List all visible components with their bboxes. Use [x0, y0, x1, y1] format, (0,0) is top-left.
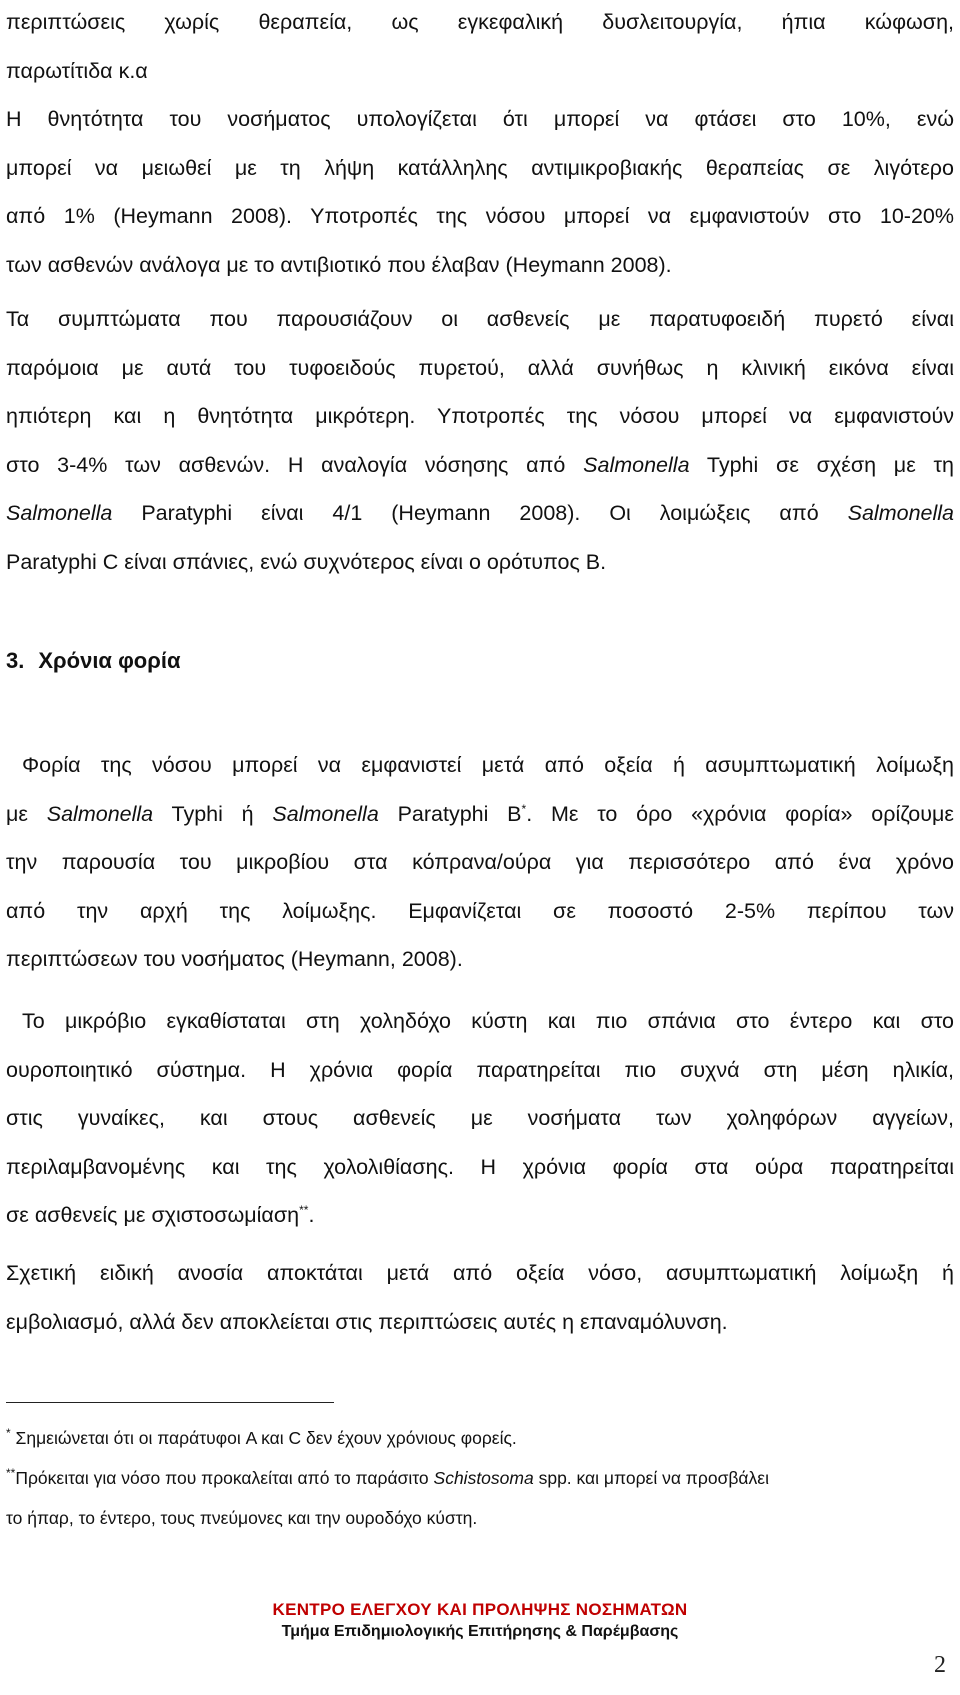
paragraph-immunity	[6, 1249, 954, 1346]
paragraph-prognosis	[6, 0, 954, 290]
species-name: Salmonella	[46, 801, 154, 826]
footnote-2-continuation: το ήπαρ, το έντερο, τους πνεύμονες και την ουροδόχο κύστη.	[6, 1508, 478, 1528]
text-line: Paratyphi C είναι σπάνιες, ενώ συχνότερος είναι ο ορότυπος Β.	[6, 549, 607, 574]
footnote-mark: *	[6, 1426, 11, 1441]
text-line: σε ασθενείς με σχιστοσωμίαση**.	[6, 1203, 315, 1228]
text-line: από την αρχή της λοίμωξης. Εμφανίζεται σε ποσοστό 2-5% περίπου των	[6, 898, 954, 923]
text-line: Salmonella Paratyphi είναι 4/1 (Heymann 2008). Οι λοιμώξεις από Salmonella	[6, 501, 954, 526]
species-name: Salmonella	[847, 501, 954, 526]
species-name: Salmonella	[272, 801, 379, 826]
text-line: παρόμοια με αυτά του τυφοειδούς πυρετού, αλλά συνήθως η κλινική εικόνα είναι	[6, 355, 954, 380]
text-line: Σχετική ειδική ανοσία αποκτάται μετά από οξεία νόσο, ασυμπτωματική λοίμωξη ή	[6, 1261, 954, 1285]
text-line: εμβολιασμό, αλλά δεν αποκλείεται στις περιπτώσεις αυτές η επαναμόλυνση.	[6, 1309, 728, 1334]
footnotes	[6, 1418, 954, 1538]
text-line: παρωτίτιδα κ.α	[6, 58, 148, 83]
text-line: με Salmonella Typhi ή Salmonella Paratyphi B*. Με το όρο «χρόνια φορία» ορίζουμε	[6, 801, 954, 826]
species-name: Schistosoma	[433, 1468, 534, 1488]
paragraph-microbe-site	[6, 997, 954, 1240]
text-line: στις γυναίκες, και στους ασθενείς με νοσήματα των χοληφόρων αγγείων,	[6, 1106, 954, 1131]
text-line: περιπτώσεις χωρίς θεραπεία, ως εγκεφαλική δυσλειτουργία, ήπια κώφωση,	[6, 10, 954, 34]
species-name: Salmonella	[583, 452, 690, 477]
text-line: Τα συμπτώματα που παρουσιάζουν οι ασθενείς με παρατυφοειδή πυρετό είναι	[6, 307, 954, 331]
footnote-ref: *	[521, 801, 527, 816]
text-line: στο 3-4% των ασθενών. Η αναλογία νόσησης από Salmonella Typhi σε σχέση με τη	[6, 452, 954, 477]
footnote-1: * Σημειώνεται ότι οι παράτυφοι A και C δεν έχουν χρόνιους φορείς.	[6, 1426, 517, 1448]
footnote-mark: **	[6, 1466, 16, 1481]
paragraph-carriage-definition	[6, 741, 954, 984]
text-line: Φορία της νόσου μπορεί να εμφανιστεί μετά από οξεία ή ασυμπτωματική λοίμωξη	[22, 753, 954, 777]
section-heading	[6, 648, 181, 674]
text-line: Το μικρόβιο εγκαθίσταται στη χοληδόχο κύστη και πιο σπάνια στο έντερο και στο	[22, 1009, 954, 1033]
text-line: από 1% (Heymann 2008). Υποτροπές της νόσου μπορεί να εμφανιστούν στο 10-20%	[6, 204, 954, 229]
paragraph-paratyphoid	[6, 295, 954, 587]
text-line: ηπιότερη και η θνητότητα μικρότερη. Υποτροπές της νόσου μπορεί να εμφανιστούν	[6, 404, 954, 429]
text-line: μπορεί να μειωθεί με τη λήψη κατάλληλης αντιμικροβιακής θεραπείας σε λιγότερο	[6, 155, 954, 180]
footnote-divider	[6, 1402, 334, 1403]
section-title: Χρόνια φορία	[38, 648, 181, 673]
footer-department: Τμήμα Επιδημιολογικής Επιτήρησης & Παρέμβασης	[281, 1623, 679, 1640]
species-name: Salmonella	[6, 501, 113, 526]
text-line: των ασθενών ανάλογα με το αντιβιοτικό που έλαβαν (Heymann 2008).	[6, 252, 672, 277]
text-line: ουροποιητικό σύστημα. Η χρόνια φορία παρατηρείται πιο συχνά στη μέση ηλικία,	[6, 1057, 954, 1082]
text-line: περιπτώσεων του νοσήματος (Heymann, 2008).	[6, 947, 463, 972]
footnote-ref: **	[299, 1203, 309, 1218]
section-number: 3.	[6, 648, 25, 673]
text-line: Η θνητότητα του νοσήματος υπολογίζεται ότι μπορεί να φτάσει στο 10%, ενώ	[6, 107, 954, 132]
page-number: 2	[934, 1652, 946, 1678]
footer-organization: ΚΕΝΤΡΟ ΕΛΕΓΧΟΥ ΚΑΙ ΠΡΟΛΗΨΗΣ ΝΟΣΗΜΑΤΩΝ	[272, 1600, 688, 1619]
footnote-2: **Πρόκειται για νόσο που προκαλείται από το παράσιτο Schistosoma spp. και μπορεί να προσβάλει	[6, 1466, 769, 1488]
text-line: περιλαμβανομένης και της χολολιθίασης. Η χρόνια φορία στα ούρα παρατηρείται	[6, 1154, 954, 1179]
text-line: την παρουσία του μικροβίου στα κόπρανα/ούρα για περισσότερο από ένα χρόνο	[6, 850, 954, 875]
